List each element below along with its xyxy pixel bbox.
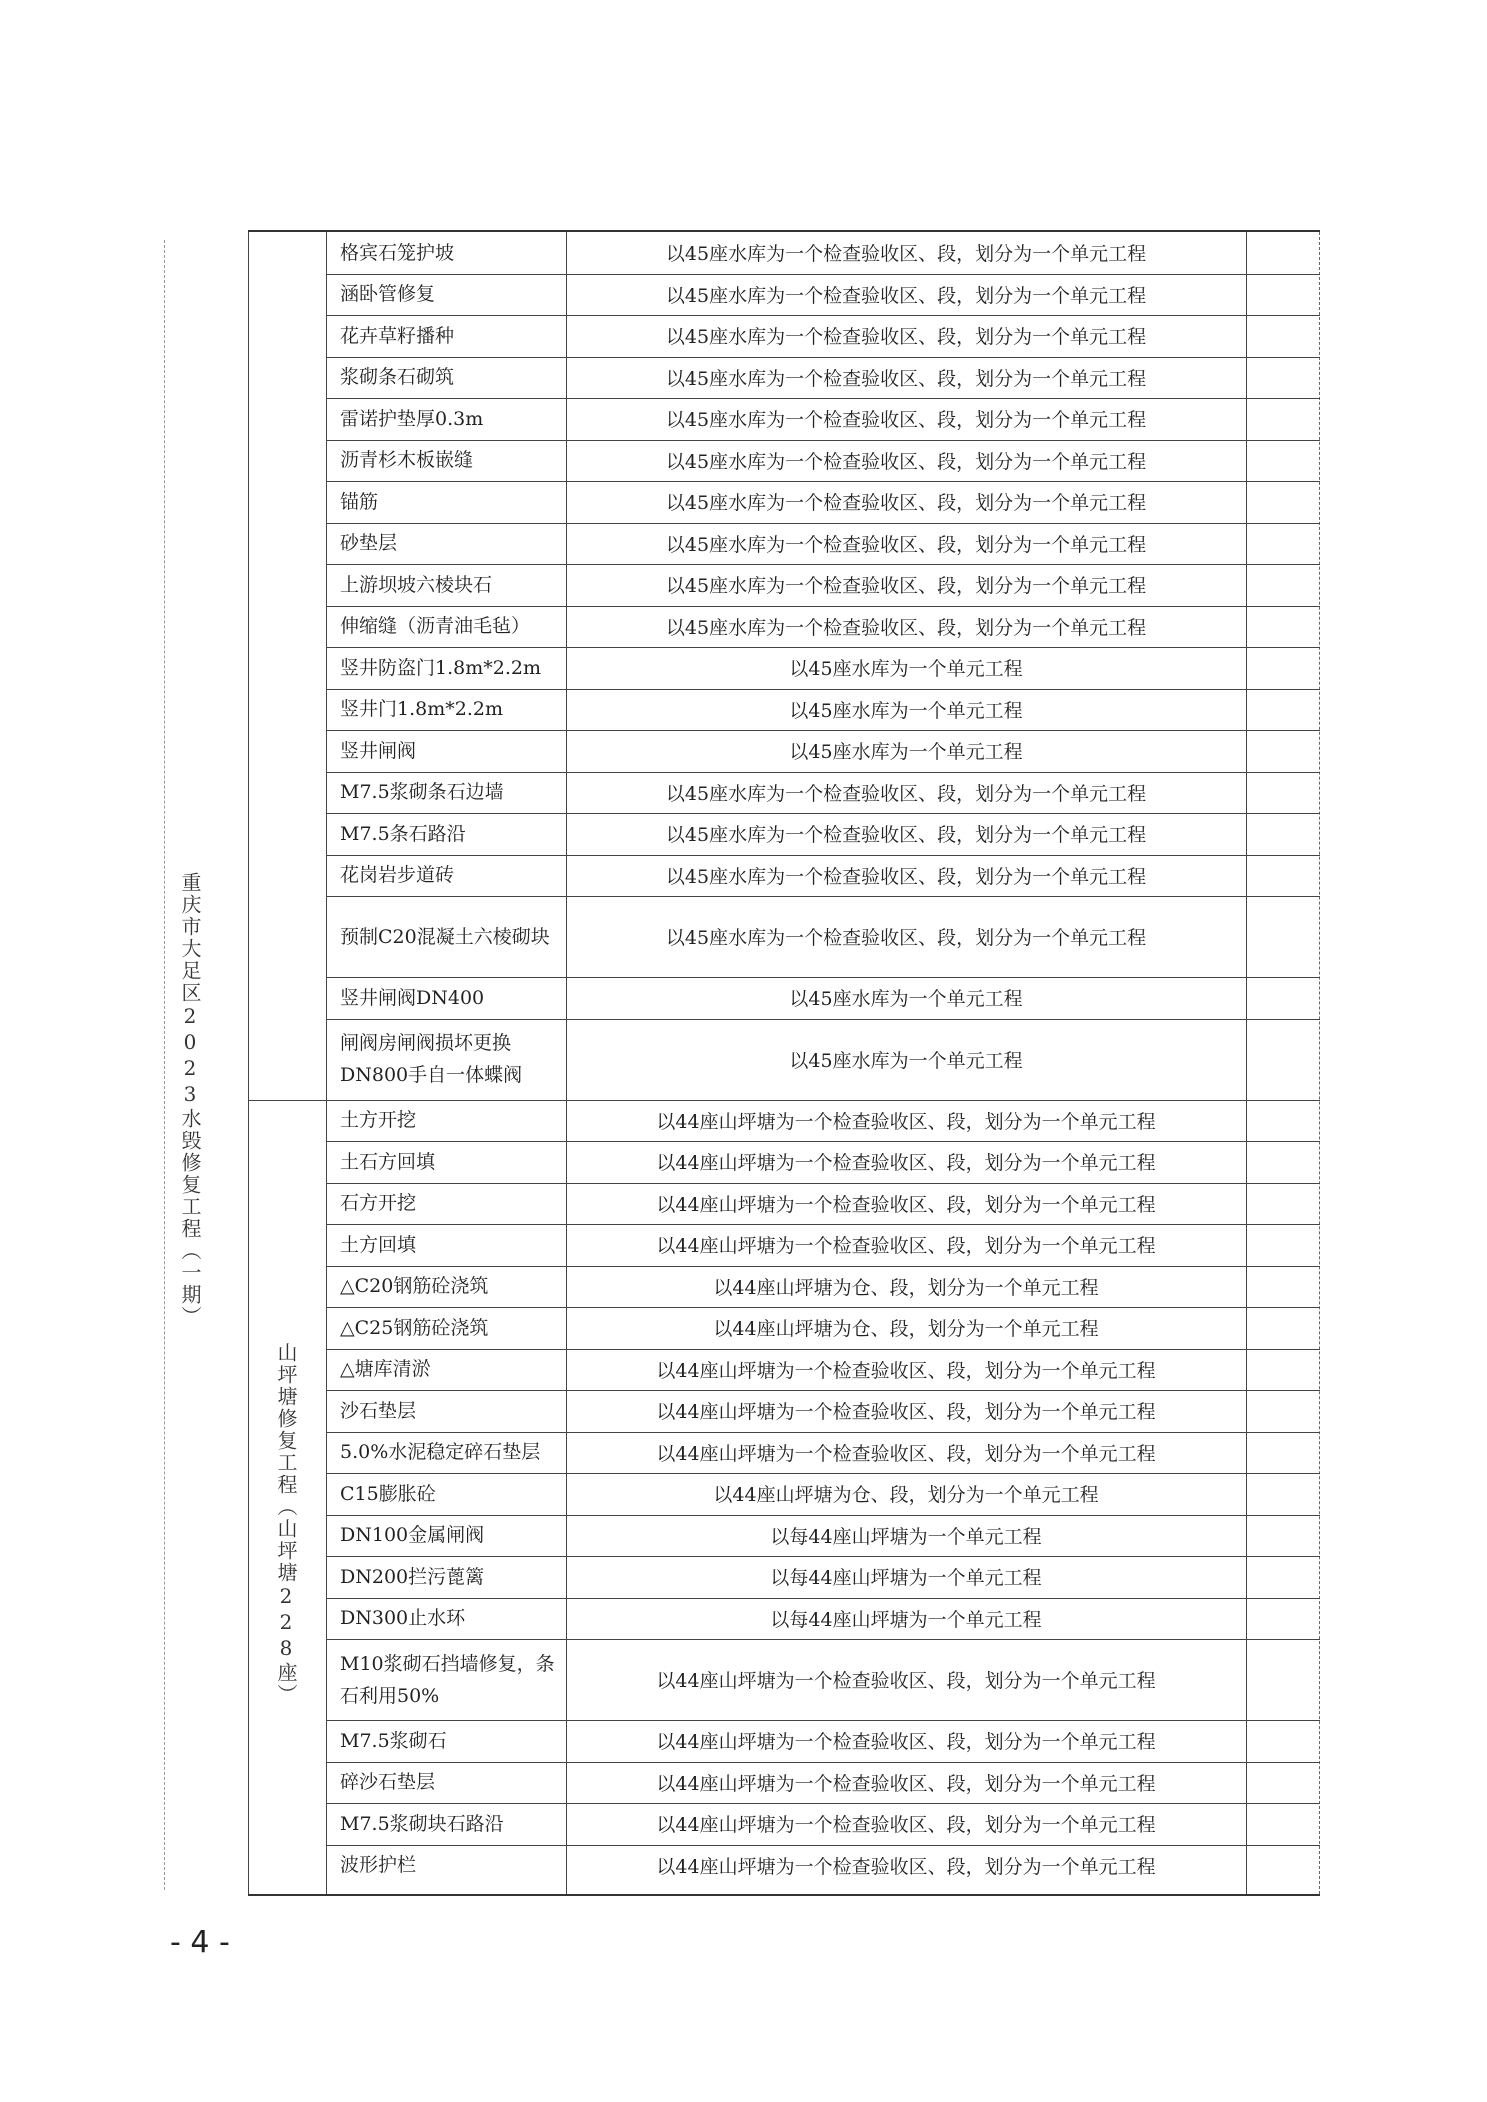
item-name-cell: 碎沙石垫层 <box>340 1771 436 1794</box>
division-cell: 以45座水库为一个检查验收区、段，划分为一个单元工程 <box>665 927 1147 949</box>
division-cell: 以45座水库为一个检查验收区、段，划分为一个单元工程 <box>665 409 1147 432</box>
remark-cell <box>1246 481 1320 523</box>
row-divider <box>326 1556 1320 1557</box>
table-row <box>326 440 1320 482</box>
row-divider <box>248 1100 1320 1101</box>
table-row <box>326 1183 1320 1225</box>
table-row <box>326 398 1320 440</box>
item-name-cell: 5.0%水泥稳定碎石垫层 <box>340 1441 541 1464</box>
table-row <box>326 1307 1320 1349</box>
division-cell: 以44座山坪塘为一个检查验收区、段，划分为一个单元工程 <box>656 1772 1156 1795</box>
remark-cell <box>1246 440 1320 482</box>
remark-cell <box>1246 315 1320 357</box>
row-divider <box>326 523 1320 524</box>
item-name-cell: 竖井闸阀 <box>340 739 417 762</box>
row-divider <box>326 1515 1320 1516</box>
remark-cell <box>1246 274 1320 316</box>
row-divider <box>326 1349 1320 1350</box>
row-divider <box>326 564 1320 565</box>
item-name-cell: 沙石垫层 <box>340 1399 417 1422</box>
item-name-cell: 土方开挖 <box>340 1109 417 1132</box>
item-name-cell: 浆砌条石砌筑 <box>340 366 455 389</box>
remark-cell <box>1246 1390 1320 1432</box>
item-name-cell: M7.5条石路沿 <box>340 822 466 845</box>
table-row <box>326 977 1320 1019</box>
division-cell: 以44座山坪塘为一个检查验收区、段，划分为一个单元工程 <box>656 1442 1156 1465</box>
table-row <box>326 1762 1320 1804</box>
remark-cell <box>1246 855 1320 897</box>
row-divider <box>326 440 1320 441</box>
row-divider <box>326 689 1320 690</box>
item-name-cell: △C25钢筋砼浇筑 <box>340 1316 489 1339</box>
item-name-cell: M10浆砌石挡墙修复，条石利用50% <box>340 1652 555 1707</box>
remark-cell <box>1246 1803 1320 1845</box>
row-divider <box>326 398 1320 399</box>
table-row <box>326 1556 1320 1598</box>
remark-cell <box>1246 1639 1320 1720</box>
row-divider <box>326 315 1320 316</box>
remark-cell <box>1246 1266 1320 1308</box>
table-row <box>326 315 1320 357</box>
table-row <box>326 689 1320 731</box>
item-name-cell: △塘库清淤 <box>340 1358 431 1381</box>
table-row <box>326 1639 1320 1720</box>
remark-cell <box>1246 1845 1320 1887</box>
division-cell: 以每44座山坪塘为一个单元工程 <box>770 1567 1042 1590</box>
division-cell: 以45座水库为一个单元工程 <box>789 741 1023 764</box>
table-row <box>326 523 1320 565</box>
item-name-cell: 花岗岩步道砖 <box>340 864 455 887</box>
division-cell: 以44座山坪塘为一个检查验收区、段，划分为一个单元工程 <box>656 1731 1156 1754</box>
item-name-cell: 竖井门1.8m*2.2m <box>340 698 503 721</box>
row-divider <box>326 357 1320 358</box>
table-row <box>326 1473 1320 1515</box>
row-divider <box>326 1019 1320 1020</box>
row-divider <box>326 1639 1320 1640</box>
remark-cell <box>1246 1762 1320 1804</box>
remark-cell <box>1246 606 1320 648</box>
row-divider <box>326 1224 1320 1225</box>
row-divider <box>326 813 1320 814</box>
item-name-cell: 砂垫层 <box>340 532 398 555</box>
remark-cell <box>1246 357 1320 399</box>
remark-cell <box>1246 1019 1320 1100</box>
division-cell: 以45座水库为一个检查验收区、段，划分为一个单元工程 <box>665 575 1147 598</box>
item-name-cell: 伸缩缝（沥青油毛毡） <box>340 615 531 638</box>
remark-cell <box>1246 1598 1320 1640</box>
row-divider <box>326 1307 1320 1308</box>
table-row <box>326 274 1320 316</box>
division-cell: 以每44座山坪塘为一个单元工程 <box>770 1608 1042 1631</box>
table-row <box>326 1515 1320 1557</box>
item-name-cell: C15膨胀砼 <box>340 1482 436 1505</box>
table-row <box>326 606 1320 648</box>
division-cell: 以44座山坪塘为一个检查验收区、段，划分为一个单元工程 <box>656 1401 1156 1424</box>
division-cell: 以45座水库为一个检查验收区、段，划分为一个单元工程 <box>665 326 1147 349</box>
item-name-cell: 沥青杉木板嵌缝 <box>340 449 474 472</box>
table-row <box>326 232 1320 274</box>
row-divider <box>326 1845 1320 1846</box>
row-divider <box>326 1432 1320 1433</box>
unit-division-table <box>178 230 1320 1896</box>
row-divider <box>326 647 1320 648</box>
table-row <box>326 855 1320 897</box>
division-cell: 以44座山坪塘为一个检查验收区、段，划分为一个单元工程 <box>656 1814 1156 1837</box>
table-row <box>326 1100 1320 1142</box>
table-row <box>326 1224 1320 1266</box>
item-name-cell: 雷诺护垫厚0.3m <box>340 407 484 430</box>
division-cell: 以45座水库为一个检查验收区、段，划分为一个单元工程 <box>665 450 1147 473</box>
division-cell: 以44座山坪塘为一个检查验收区、段，划分为一个单元工程 <box>656 1152 1156 1175</box>
table-row <box>326 564 1320 606</box>
table-row <box>326 730 1320 772</box>
item-name-cell: 竖井防盗门1.8m*2.2m <box>340 656 541 679</box>
remark-cell <box>1246 977 1320 1019</box>
row-divider <box>326 730 1320 731</box>
remark-cell <box>1246 232 1320 274</box>
division-cell: 以45座水库为一个单元工程 <box>789 658 1023 681</box>
remark-cell <box>1246 1556 1320 1598</box>
table-row <box>326 1598 1320 1640</box>
division-cell: 以44座山坪塘为一个检查验收区、段，划分为一个单元工程 <box>656 1235 1156 1258</box>
row-divider <box>326 606 1320 607</box>
row-divider <box>326 896 1320 897</box>
row-divider <box>326 1390 1320 1391</box>
table-row <box>326 1349 1320 1391</box>
division-cell: 以45座水库为一个单元工程 <box>789 1049 1023 1072</box>
division-cell: 以45座水库为一个检查验收区、段，划分为一个单元工程 <box>665 533 1147 556</box>
table-row <box>326 896 1320 977</box>
row-divider <box>326 1598 1320 1599</box>
row-divider <box>326 855 1320 856</box>
remark-cell <box>1246 398 1320 440</box>
remark-cell <box>1246 647 1320 689</box>
item-name-cell: 土石方回填 <box>340 1150 436 1173</box>
division-cell: 以45座水库为一个检查验收区、段，划分为一个单元工程 <box>665 243 1147 266</box>
table-row <box>326 647 1320 689</box>
division-cell: 以45座水库为一个检查验收区、段，划分为一个单元工程 <box>665 616 1147 639</box>
remark-cell <box>1246 1432 1320 1474</box>
row-divider <box>326 977 1320 978</box>
division-cell: 以45座水库为一个检查验收区、段，划分为一个单元工程 <box>665 824 1147 847</box>
item-name-cell: M7.5浆砌块石路沿 <box>340 1812 504 1835</box>
division-cell: 以44座山坪塘为一个检查验收区、段，划分为一个单元工程 <box>656 1110 1156 1133</box>
division-cell: 以44座山坪塘为一个检查验收区、段，划分为一个单元工程 <box>656 1193 1156 1216</box>
table-row <box>326 1432 1320 1474</box>
remark-cell <box>1246 523 1320 565</box>
item-name-cell: 土方回填 <box>340 1233 417 1256</box>
division-cell: 以45座水库为一个检查验收区、段，划分为一个单元工程 <box>665 782 1147 805</box>
remark-cell <box>1246 1307 1320 1349</box>
division-cell: 以45座水库为一个检查验收区、段，划分为一个单元工程 <box>665 284 1147 307</box>
table-row <box>326 1803 1320 1845</box>
row-divider <box>326 1183 1320 1184</box>
table-row <box>326 357 1320 399</box>
left-margin-line <box>164 240 165 1890</box>
remark-cell <box>1246 772 1320 814</box>
table-row <box>326 1266 1320 1308</box>
item-name-cell: △C20钢筋砼浇筑 <box>340 1275 489 1298</box>
remark-cell <box>1246 1720 1320 1762</box>
remark-cell <box>1246 1349 1320 1391</box>
table-row <box>326 1390 1320 1432</box>
table-row <box>326 1845 1320 1887</box>
remark-cell <box>1246 730 1320 772</box>
division-cell: 以每44座山坪塘为一个单元工程 <box>770 1525 1042 1548</box>
page-number: - 4 - <box>170 1925 230 1960</box>
remark-cell <box>1246 896 1320 977</box>
row-divider <box>326 772 1320 773</box>
item-name-cell: 涵卧管修复 <box>340 283 436 306</box>
item-name-cell: M7.5浆砌条石边墙 <box>340 781 504 804</box>
item-name-cell: DN200拦污蓖篱 <box>340 1565 485 1588</box>
division-cell: 以44座山坪塘为仓、段，划分为一个单元工程 <box>713 1318 1099 1341</box>
division-cell: 以44座山坪塘为一个检查验收区、段，划分为一个单元工程 <box>656 1855 1156 1878</box>
remark-cell <box>1246 1141 1320 1183</box>
table-row <box>326 1019 1320 1100</box>
item-name-cell: DN100金属闸阀 <box>340 1524 485 1547</box>
division-cell: 以44座山坪塘为一个检查验收区、段，划分为一个单元工程 <box>656 1670 1156 1692</box>
row-divider <box>326 1762 1320 1763</box>
division-cell: 以44座山坪塘为一个检查验收区、段，划分为一个单元工程 <box>656 1359 1156 1382</box>
table-row <box>326 772 1320 814</box>
item-name-cell: M7.5浆砌石 <box>340 1729 447 1752</box>
row-divider <box>326 1720 1320 1721</box>
row-divider <box>326 1141 1320 1142</box>
division-cell: 以45座水库为一个检查验收区、段，划分为一个单元工程 <box>665 492 1147 515</box>
row-divider <box>326 1266 1320 1267</box>
item-name-cell: 预制C20混凝土六棱砌块 <box>340 925 550 948</box>
remark-cell <box>1246 564 1320 606</box>
table-row <box>326 481 1320 523</box>
remark-cell <box>1246 1473 1320 1515</box>
item-name-cell: 闸阀房闸阀损坏更换DN800手自一体蝶阀 <box>340 1032 523 1086</box>
division-cell: 以44座山坪塘为仓、段，划分为一个单元工程 <box>713 1484 1099 1507</box>
remark-cell <box>1246 1224 1320 1266</box>
division-cell: 以44座山坪塘为仓、段，划分为一个单元工程 <box>713 1276 1099 1299</box>
remark-cell <box>1246 1100 1320 1142</box>
item-name-cell: 锚筋 <box>340 490 379 513</box>
item-name-cell: 花卉草籽播种 <box>340 324 455 347</box>
item-name-cell: 格宾石笼护坡 <box>340 241 455 264</box>
item-name-cell: 上游坝坡六棱块石 <box>340 573 493 596</box>
item-name-cell: 竖井闸阀DN400 <box>340 986 485 1009</box>
table-border-left <box>248 232 249 1894</box>
table-row <box>326 1141 1320 1183</box>
row-divider <box>326 481 1320 482</box>
item-name-cell: DN300止水环 <box>340 1607 466 1630</box>
item-name-cell: 波形护栏 <box>340 1854 417 1877</box>
table-row <box>326 1720 1320 1762</box>
row-divider <box>326 274 1320 275</box>
remark-cell <box>1246 1515 1320 1557</box>
division-cell: 以45座水库为一个单元工程 <box>789 699 1023 722</box>
remark-cell <box>1246 1183 1320 1225</box>
division-cell: 以45座水库为一个单元工程 <box>789 988 1023 1011</box>
row-divider <box>326 1473 1320 1474</box>
row-divider <box>326 1803 1320 1804</box>
remark-cell <box>1246 813 1320 855</box>
table-row <box>326 813 1320 855</box>
remark-cell <box>1246 689 1320 731</box>
project-label: 重庆市大足区2023水毁修复工程（一期） <box>178 872 202 1328</box>
item-name-cell: 石方开挖 <box>340 1192 417 1215</box>
division-cell: 以45座水库为一个检查验收区、段，划分为一个单元工程 <box>665 367 1147 390</box>
section-label: 山坪塘修复工程（山坪塘228座） <box>274 1342 298 1706</box>
division-cell: 以45座水库为一个检查验收区、段，划分为一个单元工程 <box>665 865 1147 888</box>
